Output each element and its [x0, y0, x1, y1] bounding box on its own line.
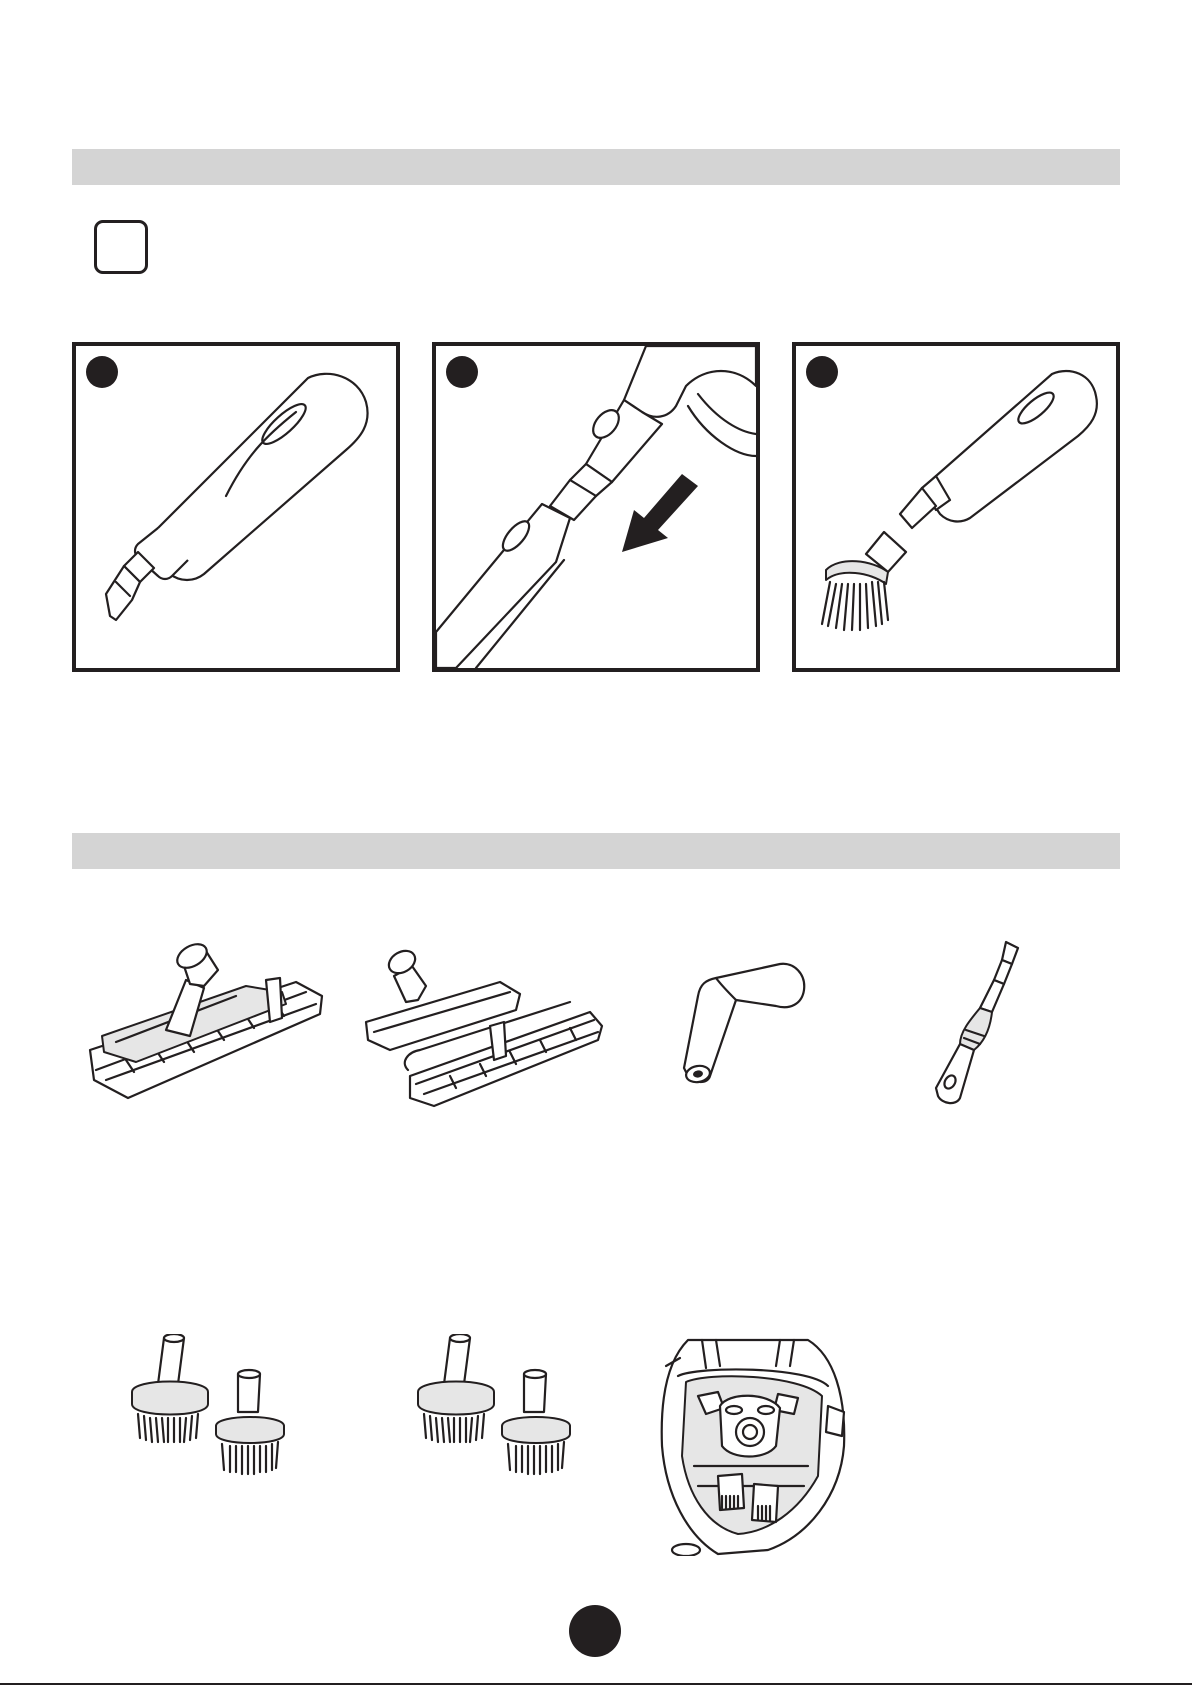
steamer-storage-compartment-illustration [658, 1336, 848, 1556]
section-header-bar-1 [72, 149, 1120, 185]
step-marker-3 [806, 356, 838, 388]
step-marker-2 [446, 356, 478, 388]
round-brushes-pair-1-illustration [126, 1334, 316, 1484]
step-marker-1 [86, 356, 118, 388]
round-brushes-pair-2-illustration [412, 1334, 602, 1484]
angled-nozzle-illustration [676, 960, 816, 1090]
section-header-bar-2 [72, 833, 1120, 869]
tube-connection-illustration [436, 346, 756, 668]
lance-illustration [930, 938, 1030, 1108]
floor-head-disassembled-illustration [360, 940, 610, 1110]
step-panel-2 [432, 342, 760, 672]
hand-tool-with-brush-illustration [796, 346, 1116, 668]
step-panel-3 [792, 342, 1120, 672]
floor-head-assembled-illustration [86, 930, 326, 1110]
arrow-down-left-icon [622, 474, 698, 552]
hand-tool-illustration [76, 346, 396, 668]
page-number-badge [569, 1605, 621, 1657]
step-panel-1 [72, 342, 400, 672]
checkbox-outline-icon [94, 220, 148, 274]
